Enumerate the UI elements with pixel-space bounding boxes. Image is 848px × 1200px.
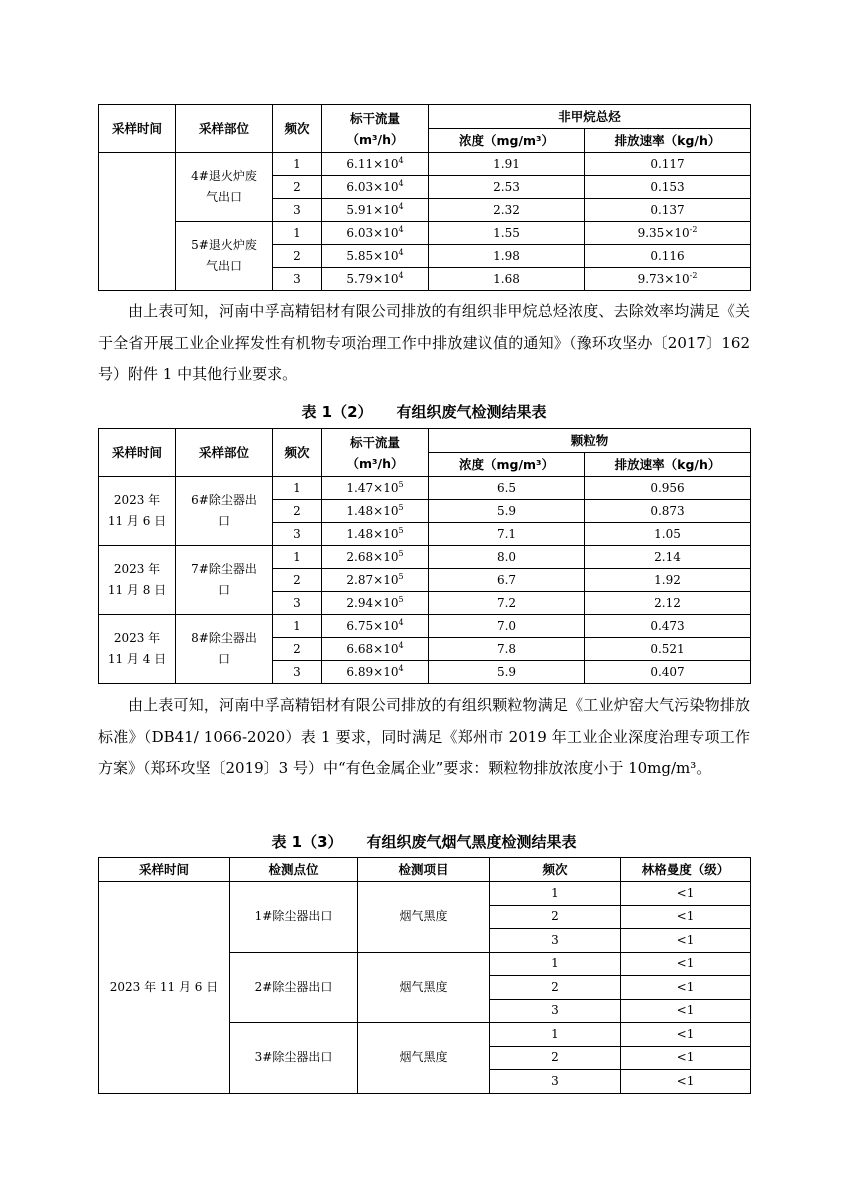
flow-cell: $6.03\times 10^4$ — [322, 176, 429, 199]
table-caption-smoke-blackness: 表 1（3） 有组织废气烟气黑度检测结果表 — [271, 833, 577, 851]
emission-rate-cell: 0.137 — [585, 199, 751, 222]
table-row — [99, 615, 751, 638]
concentration-cell: 1.91 — [429, 153, 585, 176]
ringelmann-cell: <1 — [621, 1070, 751, 1094]
sampling-location-cell: 8#除尘器出 口 — [176, 615, 273, 684]
frequency-cell: 1 — [273, 477, 322, 500]
frequency-cell: 1 — [273, 153, 322, 176]
ringelmann-cell: <1 — [621, 905, 751, 929]
test-point-cell: 2#除尘器出口 — [230, 952, 358, 1023]
table-particulate — [98, 428, 751, 684]
frequency-cell: 2 — [490, 905, 621, 929]
concentration-cell: 8.0 — [429, 546, 585, 569]
header-frequency: 频次 — [490, 858, 621, 882]
header-flow: 标干流量 （m³/h） — [322, 429, 429, 477]
concentration-cell: 7.0 — [429, 615, 585, 638]
flow-cell: $5.85\times 10^4$ — [322, 245, 429, 268]
frequency-cell: 1 — [490, 882, 621, 906]
paragraph-particulate-conclusion: 由上表可知，河南中孚高精铝材有限公司排放的有组织颗粒物满足《工业炉窑大气污染物排放标准》（DB41/ 1066-2020）表 1 要求，同时满足《郑州市 2019 年工业企业深度治理专项工作方案》（郑环攻坚〔2019〕3 号）中“有色金属企业”要求：颗粒物排放浓度小于 10mg/m³。 — [98, 696, 750, 777]
emission-rate-cell: 0.873 — [585, 500, 751, 523]
frequency-cell: 2 — [273, 500, 322, 523]
frequency-cell: 1 — [490, 952, 621, 976]
header-flow-unit: （m³/h） — [346, 131, 404, 147]
emission-rate-cell: 0.407 — [585, 661, 751, 684]
test-point-cell: 3#除尘器出口 — [230, 1023, 358, 1094]
table-row — [99, 882, 751, 906]
header-pollutant: 颗粒物 — [429, 429, 751, 453]
ringelmann-cell: <1 — [621, 1046, 751, 1070]
table-smoke-blackness — [98, 857, 751, 1094]
frequency-cell: 3 — [490, 1070, 621, 1094]
test-item-cell: 烟气黑度 — [358, 1023, 490, 1094]
frequency-cell: 1 — [273, 546, 322, 569]
header-pollutant: 非甲烷总烃 — [429, 105, 751, 129]
header-emission-rate: 排放速率（kg/h） — [585, 129, 751, 153]
emission-rate-cell: $9.73\times 10^{-2}$ — [585, 268, 751, 291]
emission-rate-cell: 0.116 — [585, 245, 751, 268]
emission-rate-cell: 0.117 — [585, 153, 751, 176]
emission-rate-cell: 1.05 — [585, 523, 751, 546]
flow-cell: $6.75\times 10^4$ — [322, 615, 429, 638]
table-row — [99, 477, 751, 500]
frequency-cell: 2 — [490, 1046, 621, 1070]
header-ringelmann: 林格曼度（级） — [621, 858, 751, 882]
flow-cell: $2.68\times 10^5$ — [322, 546, 429, 569]
table-row — [99, 222, 751, 245]
ringelmann-cell: <1 — [621, 929, 751, 953]
header-test-item: 检测项目 — [358, 858, 490, 882]
test-item-cell: 烟气黑度 — [358, 882, 490, 953]
frequency-cell: 1 — [273, 222, 322, 245]
concentration-cell: 1.55 — [429, 222, 585, 245]
flow-cell: $6.11\times 10^4$ — [322, 153, 429, 176]
flow-cell: $1.48\times 10^5$ — [322, 500, 429, 523]
header-frequency: 频次 — [273, 429, 322, 477]
frequency-cell: 3 — [273, 199, 322, 222]
frequency-cell: 3 — [273, 661, 322, 684]
frequency-cell: 3 — [273, 592, 322, 615]
emission-rate-cell: 0.956 — [585, 477, 751, 500]
frequency-cell: 2 — [490, 976, 621, 1000]
concentration-cell: 6.7 — [429, 569, 585, 592]
frequency-cell: 2 — [273, 638, 322, 661]
header-flow — [322, 105, 429, 153]
concentration-cell: 2.53 — [429, 176, 585, 199]
emission-rate-cell: 0.521 — [585, 638, 751, 661]
header-sampling-time: 采样时间 — [99, 429, 176, 477]
header-flow-label: 标干流量 — [349, 110, 400, 126]
ringelmann-cell: <1 — [621, 1023, 751, 1047]
sampling-time-cell: 2023 年 11 月 6 日 — [99, 477, 176, 546]
sampling-location-cell: 6#除尘器出 口 — [176, 477, 273, 546]
sampling-time-cell — [99, 153, 176, 291]
frequency-cell: 2 — [273, 245, 322, 268]
frequency-cell: 3 — [490, 999, 621, 1023]
concentration-cell: 7.8 — [429, 638, 585, 661]
header-test-point: 检测点位 — [230, 858, 358, 882]
frequency-cell: 2 — [273, 569, 322, 592]
emission-rate-cell: 0.153 — [585, 176, 751, 199]
concentration-cell: 5.9 — [429, 661, 585, 684]
table-row — [99, 546, 751, 569]
flow-cell: $5.91\times 10^4$ — [322, 199, 429, 222]
table-nmhc — [98, 104, 751, 291]
frequency-cell: 2 — [273, 176, 322, 199]
flow-cell: $6.68\times 10^4$ — [322, 638, 429, 661]
header-sampling-location: 采样部位 — [176, 105, 273, 153]
frequency-cell: 1 — [273, 615, 322, 638]
concentration-cell: 7.2 — [429, 592, 585, 615]
header-sampling-time: 采样时间 — [99, 105, 176, 153]
flow-cell: $2.94\times 10^5$ — [322, 592, 429, 615]
concentration-cell: 1.98 — [429, 245, 585, 268]
frequency-cell: 3 — [273, 268, 322, 291]
emission-rate-cell: 2.12 — [585, 592, 751, 615]
header-frequency: 频次 — [273, 105, 322, 153]
emission-rate-cell: 0.473 — [585, 615, 751, 638]
paragraph-nmhc-conclusion: 由上表可知，河南中孚高精铝材有限公司排放的有组织非甲烷总烃浓度、去除效率均满足《关于全省开展工业企业挥发性有机物专项治理工作中排放建议值的通知》（豫环攻坚办〔2017〕162 号）附件 1 中其他行业要求。 — [98, 302, 750, 383]
sampling-time-cell: 2023 年 11 月 6 日 — [99, 882, 230, 1094]
test-item-cell: 烟气黑度 — [358, 952, 490, 1023]
test-point-cell: 1#除尘器出口 — [230, 882, 358, 953]
ringelmann-cell: <1 — [621, 952, 751, 976]
concentration-cell: 6.5 — [429, 477, 585, 500]
flow-cell: $6.03\times 10^4$ — [322, 222, 429, 245]
concentration-cell: 2.32 — [429, 199, 585, 222]
header-sampling-time: 采样时间 — [99, 858, 230, 882]
emission-rate-cell: $9.35\times 10^{-2}$ — [585, 222, 751, 245]
flow-cell: $1.48\times 10^5$ — [322, 523, 429, 546]
ringelmann-cell: <1 — [621, 999, 751, 1023]
table-row — [99, 153, 751, 176]
frequency-cell: 1 — [490, 1023, 621, 1047]
ringelmann-cell: <1 — [621, 882, 751, 906]
sampling-location-cell: 5#退火炉废 气出口 — [176, 222, 273, 291]
concentration-cell: 1.68 — [429, 268, 585, 291]
flow-cell: $5.79\times 10^4$ — [322, 268, 429, 291]
frequency-cell: 3 — [490, 929, 621, 953]
table-caption-particulate: 表 1（2） 有组织废气检测结果表 — [301, 403, 547, 421]
concentration-cell: 7.1 — [429, 523, 585, 546]
concentration-cell: 5.9 — [429, 500, 585, 523]
header-concentration: 浓度（mg/m³） — [429, 453, 585, 477]
flow-cell: $6.89\times 10^4$ — [322, 661, 429, 684]
flow-cell: $1.47\times 10^5$ — [322, 477, 429, 500]
sampling-location-cell: 4#退火炉废 气出口 — [176, 153, 273, 222]
emission-rate-cell: 1.92 — [585, 569, 751, 592]
ringelmann-cell: <1 — [621, 976, 751, 1000]
header-sampling-location: 采样部位 — [176, 429, 273, 477]
flow-cell: $2.87\times 10^5$ — [322, 569, 429, 592]
sampling-location-cell: 7#除尘器出 口 — [176, 546, 273, 615]
frequency-cell: 3 — [273, 523, 322, 546]
sampling-time-cell: 2023 年 11 月 8 日 — [99, 546, 176, 615]
header-concentration: 浓度（mg/m³） — [429, 129, 585, 153]
header-emission-rate: 排放速率（kg/h） — [585, 453, 751, 477]
sampling-time-cell: 2023 年 11 月 4 日 — [99, 615, 176, 684]
emission-rate-cell: 2.14 — [585, 546, 751, 569]
